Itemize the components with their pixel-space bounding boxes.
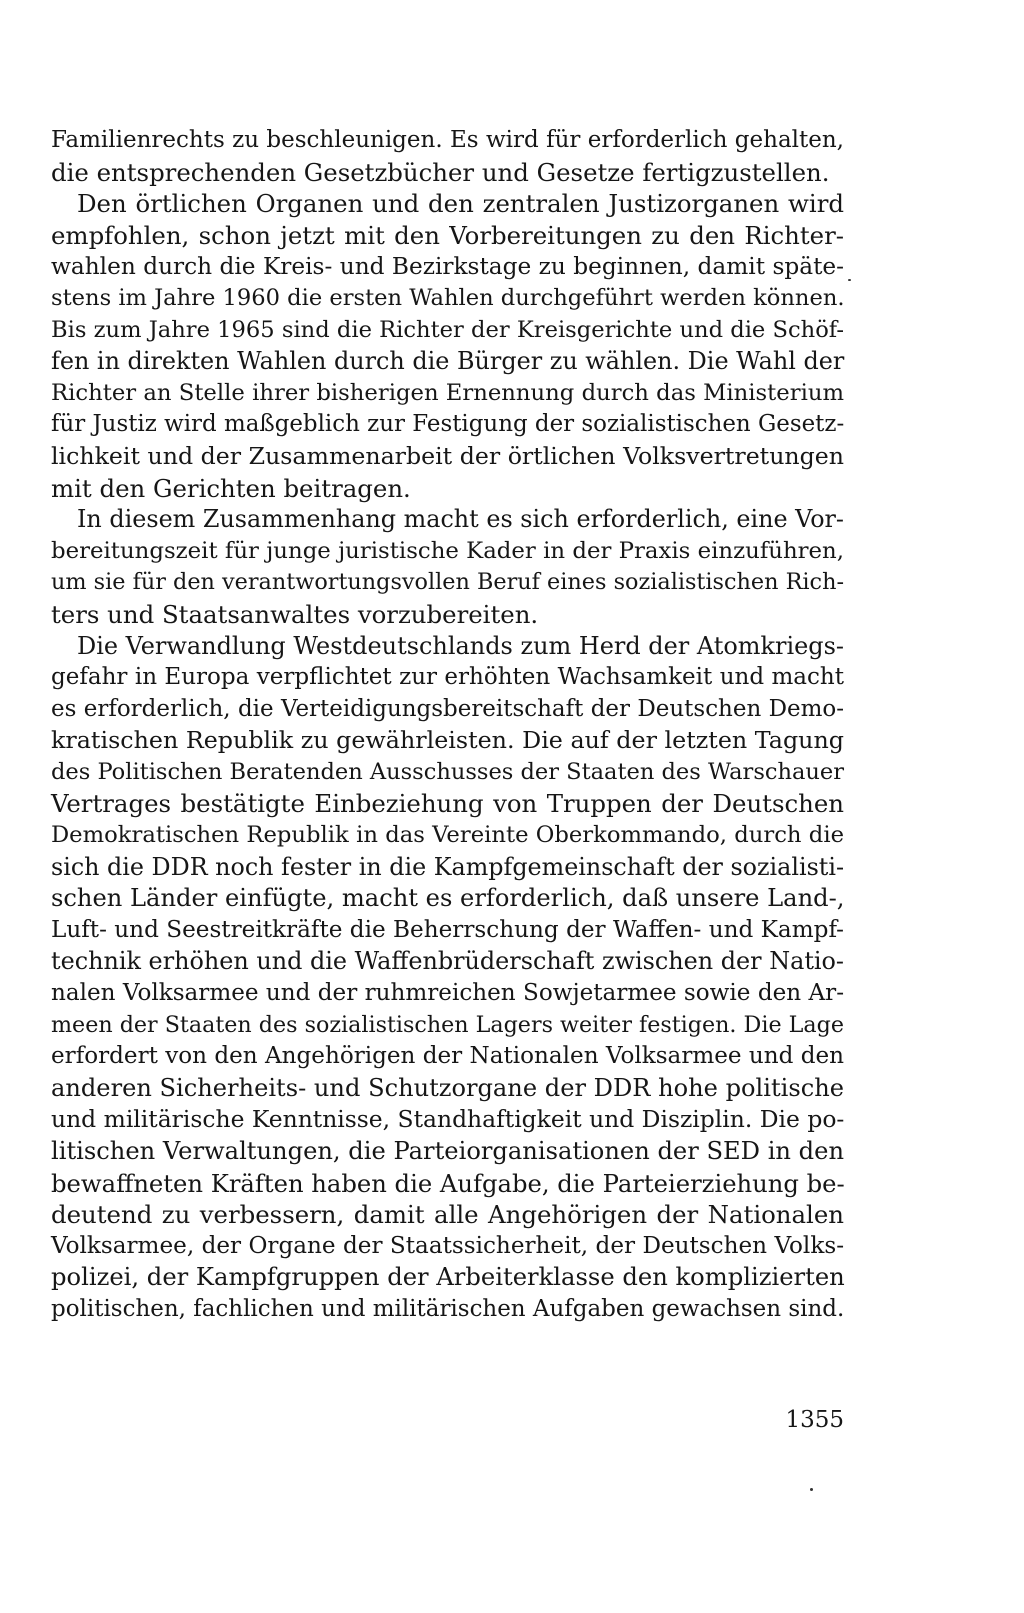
text-line: Luft- und Seestreitkräfte die Beherrschung der Waffen- und Kampf- <box>51 916 844 943</box>
text-line: nalen Volksarmee und der ruhmreichen Sowjetarmee sowie den Ar- <box>51 980 844 1007</box>
page-number: 1355 <box>785 1407 844 1433</box>
body-text <box>51 125 844 1326</box>
text-line: schen Länder einfügte, macht es erforderlich, daß unsere Land-, <box>51 884 845 913</box>
text-line: technik erhöhen und die Waffenbrüderschaft zwischen der Natio- <box>51 947 844 976</box>
text-line: deutend zu verbessern, damit alle Angehörigen der Nationalen <box>51 1200 844 1230</box>
text-line: meen der Staaten des sozialistischen Lagers weiter festigen. Die Lage <box>51 1011 844 1038</box>
text-line: Bis zum Jahre 1965 sind die Richter der Kreisgerichte und die Schöf- <box>51 316 844 343</box>
text-line: Volksarmee, der Organe der Staatssicherheit, der Deutschen Volks- <box>51 1232 844 1259</box>
scan-speck <box>848 279 851 281</box>
text-line: litischen Verwaltungen, die Parteiorganisationen der SED in den <box>51 1137 844 1165</box>
text-line: und militärische Kenntnisse, Standhaftigkeit und Disziplin. Die po- <box>51 1105 845 1134</box>
text-line: Demokratischen Republik in das Vereinte Oberkommando, durch die <box>51 822 844 849</box>
scan-speck <box>810 1488 813 1491</box>
text-line: stens im Jahre 1960 die ersten Wahlen durchgeführt werden können. <box>51 284 845 311</box>
text-line: fen in direkten Wahlen durch die Bürger zu wählen. Die Wahl der <box>51 347 845 376</box>
text-line: lichkeit und der Zusammenarbeit der örtlichen Volksvertretungen <box>51 441 844 470</box>
text-line: empfohlen, schon jetzt mit den Vorbereitungen zu den Richter- <box>51 220 844 250</box>
text-line: Die Verwandlung Westdeutschlands zum Herd der Atomkriegs- <box>77 631 845 660</box>
text-line: Den örtlichen Organen und den zentralen Justizorganen wird <box>77 189 844 219</box>
text-line: des Politischen Beratenden Ausschusses der Staaten des Warschauer <box>51 758 845 785</box>
text-line: für Justiz wird maßgeblich zur Festigung der sozialistischen Gesetz- <box>51 411 845 438</box>
text-line: Familienrechts zu beschleunigen. Es wird für erforderlich gehalten, <box>51 127 844 153</box>
text-line: anderen Sicherheits- und Schutzorgane der DDR hohe politische <box>51 1073 844 1102</box>
text-line: erfordert von den Angehörigen der Nationalen Volksarmee und den <box>51 1043 845 1070</box>
text-line: bewaffneten Kräften haben die Aufgabe, die Parteierziehung be- <box>51 1168 845 1198</box>
text-line: es erforderlich, die Verteidigungsbereitschaft der Deutschen Demo- <box>51 695 844 722</box>
text-line: Richter an Stelle ihrer bisherigen Ernennung durch das Ministerium <box>51 379 844 406</box>
text-line: Vertrages bestätigte Einbeziehung von Truppen der Deutschen <box>51 789 844 819</box>
text-line: politischen, fachlichen und militärischen Aufgaben gewachsen sind. <box>51 1295 845 1322</box>
text-line: ters und Staatsanwaltes vorzubereiten. <box>51 599 539 629</box>
text-line: polizei, der Kampfgruppen der Arbeiterklasse den komplizierten <box>51 1263 845 1292</box>
text-line: In diesem Zusammenhang macht es sich erforderlich, eine Vor- <box>77 505 844 534</box>
text-line: wahlen durch die Kreis- und Bezirkstage zu beginnen, damit späte- <box>51 253 844 281</box>
text-line: gefahr in Europa verpflichtet zur erhöhten Wachsamkeit und macht <box>51 664 844 691</box>
text-line: sich die DDR noch fester in die Kampfgemeinschaft der sozialisti- <box>51 852 844 881</box>
text-line: die entsprechenden Gesetzbücher und Gesetze fertigzustellen. <box>51 157 830 187</box>
text-line: bereitungszeit für junge juristische Kader in der Praxis einzuführen, <box>51 537 844 564</box>
text-line: mit den Gerichten beitragen. <box>51 473 411 503</box>
text-line: kratischen Republik zu gewährleisten. Die auf der letzten Tagung <box>51 726 844 755</box>
text-line: um sie für den verantwortungsvollen Beruf eines sozialistischen Rich- <box>51 569 844 596</box>
